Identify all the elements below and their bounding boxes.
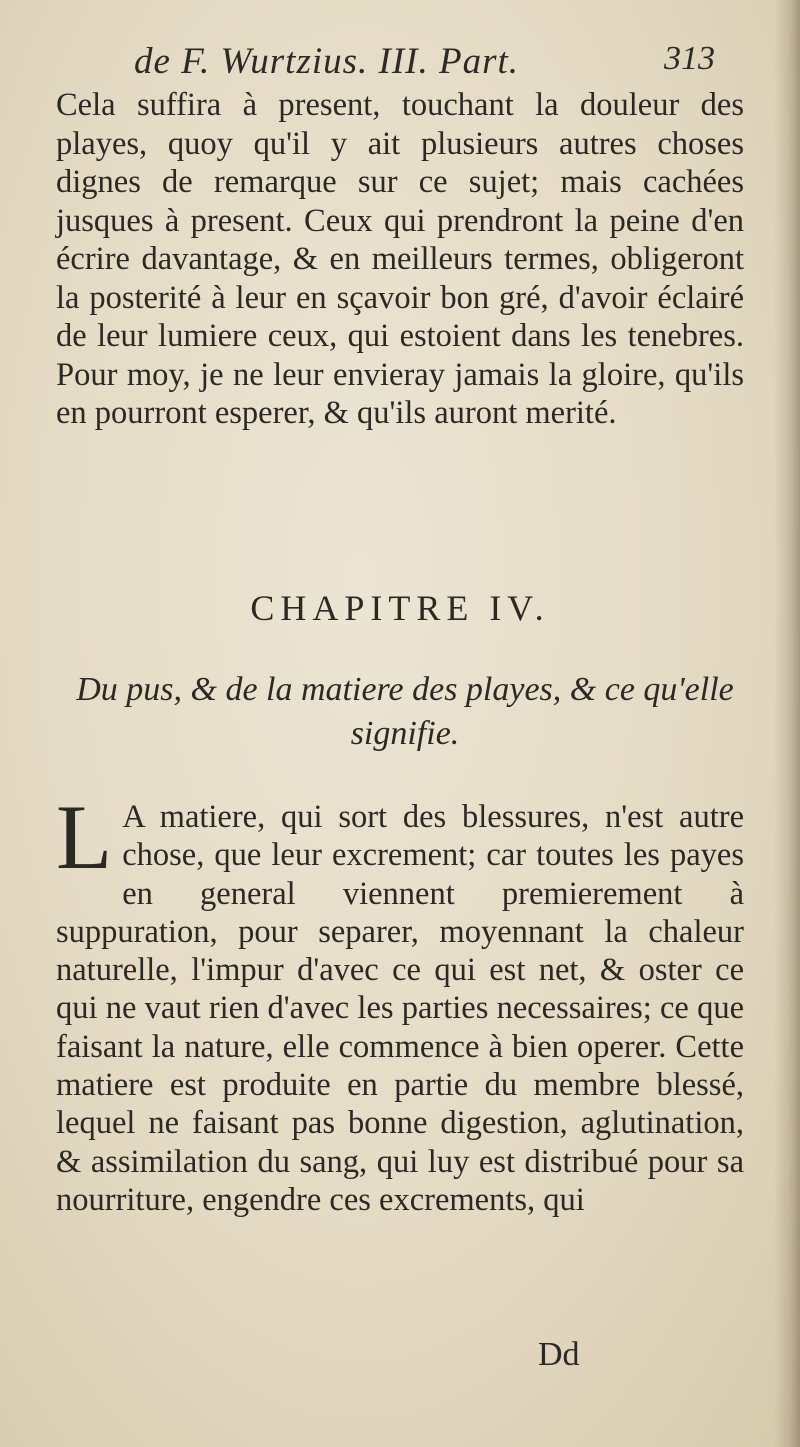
paragraph-1: Cela suffira à present, touchant la douleur des playes, quoy qu'il y ait plusieurs autres choses dignes de remarque sur ce sujet; mais cachées jusques à present. Ceux qui prendront la peine d'en écrire davantage, & en meilleurs termes, obligeront la posterité à leur en sçavoir bon gré, d'avoir éclairé de leur lumiere ceux, qui estoient dans les tenebres. Pour moy, je ne leur envieray jamais la gloire, qu'ils en pourront esperer, & qu'ils auront merité.: [56, 87, 744, 431]
paragraph-2-text: A matiere, qui sort des blessures, n'est autre chose, que leur excrement; car toutes les payes en general viennent premierement à suppuration, pour separer, moyennant la chaleur naturelle, l'impur d'avec ce qui est net, & oster ce qui ne vaut rien d'avec les parties necessaires; ce que faisant la nature, elle commence à bien operer. Cette matiere est produite en partie du membre blessé, lequel ne faisant pas bonne digestion, aglutination, & assimilation du sang, qui luy est distribué pour sa nourriture, engendre ces excrements, qui: [56, 799, 744, 1218]
chapter-subtitle: Du pus, & de la matiere des playes, & ce qu'elle signifie.: [76, 671, 734, 752]
chapter-title: CHAPITRE IV.: [250, 588, 550, 628]
running-head: de F. Wurtzius. III. Part.: [134, 41, 520, 82]
drop-cap: L: [56, 786, 113, 888]
page-gutter-shadow: [774, 0, 800, 1447]
paragraph-2: [56, 786, 744, 1219]
signature-mark: Dd: [538, 1336, 580, 1373]
page-number: 313: [664, 40, 715, 77]
page-header: [0, 40, 800, 92]
